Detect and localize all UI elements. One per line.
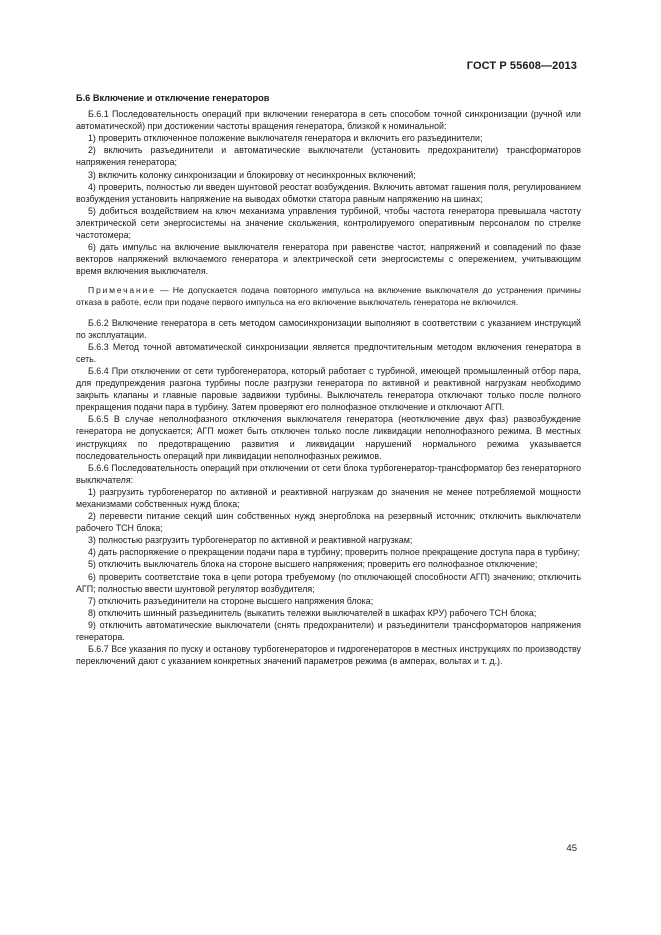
list-item: 6) проверить соответствие тока в цепи ротора требуемому (по отключающей способности АГП) значению; отключить АГП; полностью ввести шунтовой регулятор возбудителя; <box>76 571 581 594</box>
list-item: 1) проверить отключенное положение выключателя генератора и включить его разъединители; <box>88 133 483 144</box>
list-item: 2) перевести питание секций шин собственных нужд энергоблока на резервный источник; отключить выключатели рабочего ТСН блока; <box>76 511 581 534</box>
paragraph: Б.6.1 Последовательность операций при включении генератора в сеть способом точной синхронизации (ручной или автоматической) при достижении частоты вращения генератора, близкой к номинальной: <box>76 109 581 132</box>
list-item: 3) полностью разгрузить турбогенератор по активной и реактивной нагрузкам; <box>88 535 413 546</box>
list-item: 8) отключить шинный разъединитель (выкатить тележки выключателей в шкафах КРУ) рабочего ТСН блока; <box>88 607 537 618</box>
list-item: 3) включить колонку синхронизации и блокировку от несинхронных включений; <box>88 169 416 180</box>
list-item: 1) разгрузить турбогенератор по активной и реактивной нагрузкам до значения не менее потребляемой мощности механизмами собственных нужд блока; <box>76 486 581 509</box>
paragraphs-before-note <box>76 108 581 277</box>
document-body <box>76 92 581 667</box>
list-item: 4) дать распоряжение о прекращении подачи пара в турбину; проверить полное прекращение доступа пара в турбину; <box>88 547 581 558</box>
list-item: 5) отключить выключатель блока на стороне высшего напряжения; проверить его полнофазное отключение; <box>88 559 538 570</box>
note <box>76 285 581 308</box>
list-item: 4) проверить, полностью ли введен шунтовой реостат возбуждения. Включить автомат гашения поля, регулированием возбуждения установить напряжение на выводах обмотки статора равным напряжению на шинах; <box>76 181 581 204</box>
note-label: Примечание <box>88 285 156 296</box>
section-title: Б.6 Включение и отключение генераторов <box>76 93 270 103</box>
document-header: ГОСТ Р 55608—2013 <box>466 60 577 72</box>
page-number: 45 <box>566 843 577 854</box>
list-item: 7) отключить разъединители на стороне высшего напряжения блока; <box>88 595 374 606</box>
paragraph: Б.6.2 Включение генератора в сеть методом самосинхронизации выполняют в соответствии с указанием инструкций по эксплуатации. <box>76 317 581 340</box>
list-item: 6) дать импульс на включение выключателя генератора при равенстве частот, напряжений и совпадений по фазе векторов напряжений включаемого генератора и электрической сети энергосистемы с опережением, учитывающим время включения выключателя. <box>76 242 581 277</box>
note-text: — Не допускается подача повторного импульса на включение выключателя до устранения причины отказа в работе, если при подаче первого импульса на его включение выключатель генератора не включился. <box>76 285 581 307</box>
paragraph: Б.6.5 В случае неполнофазного отключения выключателя генератора (неотключение двух фаз) развозбуждение генератора не допускается; АГП может быть отключен только после ликвидации неполнофазного режима. В местных инструкциях по предотвращению развития и ликвидации нарушений нормального режима указывается последовательность операций при ликвидации неполнофазных режимов. <box>76 414 581 461</box>
paragraph: Б.6.4 При отключении от сети турбогенератора, который работает с турбиной, имеющей промышленный отбор пара, для предупреждения разгона турбины после разгрузки генератора по активной и реактивной нагрузкам необходимо закрыть клапаны и главные паровые задвижки турбины. Выключатель генератора отключают только после полного прекращения подачи пара в турбину. Затем проверяют его полнофазное отключение и отключают АГП. <box>76 365 581 413</box>
list-item: 2) включить разъединители и автоматические выключатели (установить предохранители) трансформаторов напряжения генератора; <box>76 145 581 168</box>
list-item: 9) отключить автоматические выключатели (снять предохранители) и разъединители трансформаторов напряжения генератора. <box>76 619 581 643</box>
paragraph: Б.6.3 Метод точной автоматической синхронизации является предпочтительным методом включения генератора в сеть. <box>76 341 581 364</box>
paragraph: Б.6.7 Все указания по пуску и останову турбогенераторов и гидрогенераторов в местных инструкциях по производству переключений дают с указанием конкретных значений параметров режима (в амперах, вольтах и т. д.). <box>76 644 581 667</box>
paragraph: Б.6.6 Последовательность операций при отключении от сети блока турбогенератор-трансформатор без генераторного выключателя: <box>76 462 581 485</box>
list-item: 5) добиться воздействием на ключ механизма управления турбиной, чтобы частота генератора превышала частоту электрической сети энергосистемы на значение скольжения, контролируемого оперативным персоналом по стрелке частотомера; <box>76 205 581 241</box>
paragraphs-after-note <box>76 317 581 668</box>
